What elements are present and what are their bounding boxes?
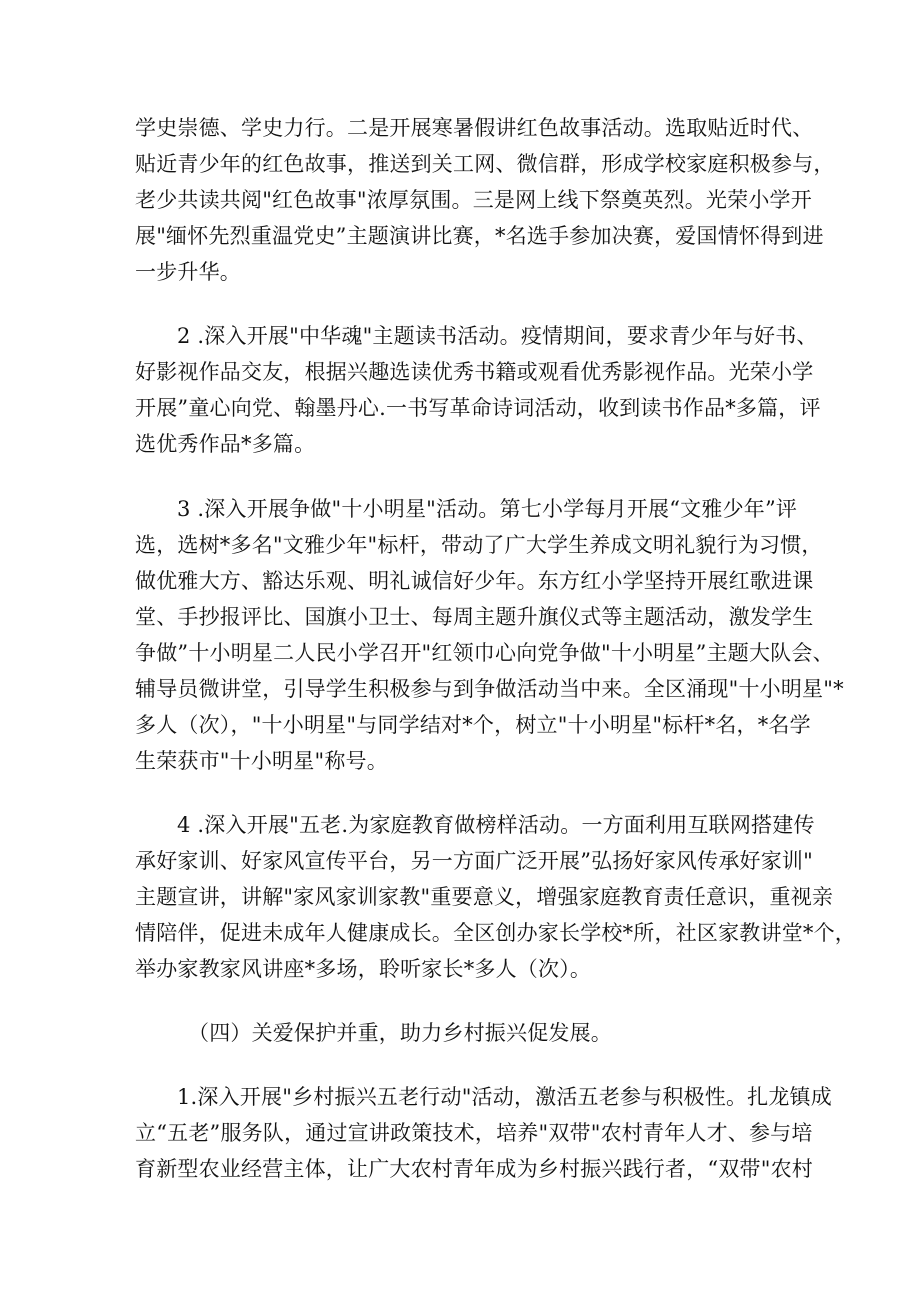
- text-line-24: 立“五老”服务队，通过宣讲政策技术，培养"双带"农村青年人才、参与培: [135, 1121, 813, 1145]
- text-line-8: 开展”童心向党、翰墨丹心.一书写革命诗词活动，收到读书作品*多篇，评: [135, 396, 821, 420]
- text-line-1: 学史崇德、学史力行。二是开展寒暑假讲红色故事活动。选取贴近时代、: [135, 116, 814, 140]
- text-line-18: 4 .深入开展"五老.为家庭教育做榜样活动。一方面利用互联网搭建传: [177, 813, 815, 837]
- text-line-25: 育新型农业经营主体，让广大农村青年成为乡村振兴践行者，“双带"农村: [135, 1157, 813, 1181]
- text-line-17: 生荣获市"十小明星"称号。: [135, 749, 388, 773]
- text-line-16: 多人（次），"十小明星"与同学结对*个，树立"十小明星"标杆*名，*名学: [135, 713, 811, 737]
- text-line-11: 选，选树*多名"文雅少年"标杆，带动了广大学生养成文明礼貌行为习惯，: [135, 533, 823, 557]
- text-line-15: 辅导员微讲堂，引导学生积极参与到争做活动当中来。全区涌现"十小明星"*: [135, 677, 844, 701]
- section-heading-4: （四）关爱保护并重，助力乡村振兴促发展。: [188, 1021, 612, 1045]
- text-line-5: 一步升华。: [135, 260, 241, 284]
- text-line-9: 选优秀作品*多篇。: [135, 432, 316, 456]
- text-line-13: 堂、手抄报评比、国旗小卫士、每周主题升旗仪式等主题活动，激发学生: [135, 605, 814, 629]
- text-line-10: 3 .深入开展争做"十小明星"活动。第七小学每月开展“文雅少年”评: [177, 497, 798, 521]
- text-line-22: 举办家教家风讲座*多场，聆听家长*多人（次）。: [135, 957, 592, 981]
- text-line-19: 承好家训、好家风宣传平台，另一方面广泛开展”弘扬好家风传承好家训": [135, 849, 813, 873]
- text-line-7: 好影视作品交友，根据兴趣选读优秀书籍或观看优秀影视作品。光荣小学: [135, 360, 814, 384]
- text-line-6: 2 .深入开展"中华魂"主题读书活动。疫情期间，要求青少年与好书、: [177, 324, 818, 348]
- text-line-14: 争做”十小明星二人民小学召开"红领巾心向党争做"十小明星”主题大队会、: [135, 641, 834, 665]
- text-line-12: 做优雅大方、豁达乐观、明礼诚信好少年。东方红小学坚持开展红歌进课: [135, 569, 814, 593]
- text-line-21: 情陪伴，促进未成年人健康成长。全区创办家长学校*所，社区家教讲堂*个，: [135, 921, 856, 945]
- text-line-4: 展"缅怀先烈重温党史”主题演讲比赛，*名选手参加决赛，爱国情怀得到进: [135, 224, 824, 248]
- text-line-2: 贴近青少年的红色故事，推送到关工网、微信群，形成学校家庭积极参与，: [135, 152, 835, 176]
- text-line-20: 主题宣讲，讲解"家风家训家教"重要意义，增强家庭教育责任意识，重视亲: [135, 885, 834, 909]
- text-line-3: 老少共读共阅"红色故事"浓厚氛围。三是网上线下祭奠英烈。光荣小学开: [135, 188, 812, 212]
- text-line-23: 1.深入开展"乡村振兴五老行动"活动，激活五老参与积极性。扎龙镇成: [177, 1085, 832, 1109]
